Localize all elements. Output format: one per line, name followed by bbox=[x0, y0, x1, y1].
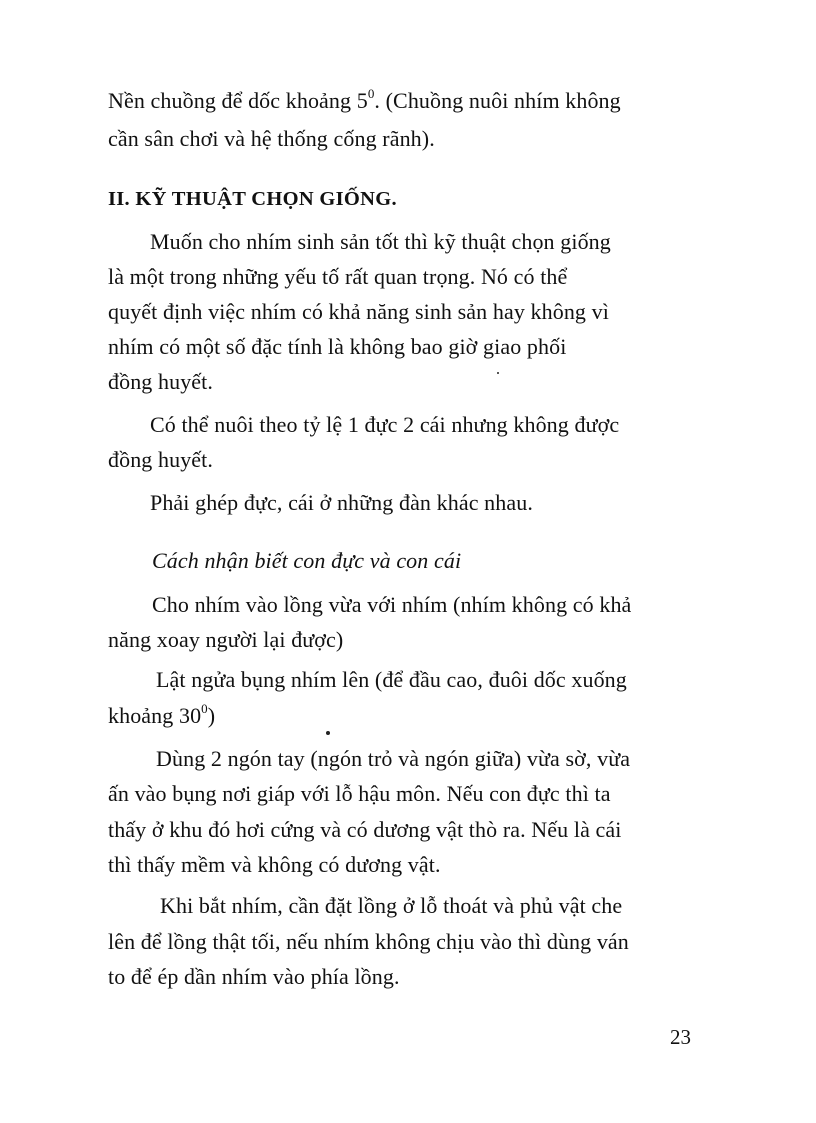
paragraph-line: to để ép dần nhím vào phía lồng. bbox=[108, 964, 400, 989]
paragraph-line: Dùng 2 ngón tay (ngón trỏ và ngón giữa) vừa sờ, vừa bbox=[156, 746, 631, 771]
degree-superscript: 0 bbox=[367, 86, 375, 101]
text-fragment: Nền chuồng để dốc khoảng 5 bbox=[108, 88, 368, 113]
degree-superscript: 0 bbox=[201, 701, 208, 716]
paragraph-line bbox=[108, 88, 680, 114]
paragraph-line: ấn vào bụng nơi giáp với lỗ hậu môn. Nếu con đực thì ta bbox=[108, 781, 611, 806]
paragraph-line: Muốn cho nhím sinh sản tốt thì kỹ thuật chọn giống bbox=[150, 229, 611, 254]
paragraph-line: cần sân chơi và hệ thống cống rãnh). bbox=[108, 126, 435, 151]
paragraph-line: năng xoay người lại được) bbox=[108, 627, 344, 652]
text-fragment: khoảng 30 bbox=[108, 703, 202, 728]
paragraph-line: thấy ở khu đó hơi cứng và có dương vật thò ra. Nếu là cái bbox=[108, 817, 622, 842]
paragraph-line: là một trong những yếu tố rất quan trọng. Nó có thể bbox=[108, 264, 568, 289]
text-fragment: . (Chuồng nuôi nhím không bbox=[374, 88, 621, 113]
scan-speck bbox=[497, 372, 499, 374]
paragraph-line: Lật ngửa bụng nhím lên (để đầu cao, đuôi dốc xuống bbox=[156, 667, 627, 692]
paragraph-line: Khi bắt nhím, cần đặt lồng ở lỗ thoát và phủ vật che bbox=[160, 893, 623, 918]
page-number: 23 bbox=[670, 1025, 691, 1049]
paragraph-line bbox=[108, 703, 215, 729]
paragraph-line: Cho nhím vào lồng vừa với nhím (nhím không có khả bbox=[152, 592, 632, 617]
section-heading: II. KỸ THUẬT CHỌN GIỐNG. bbox=[108, 188, 397, 210]
paragraph-line: thì thấy mềm và không có dương vật. bbox=[108, 852, 441, 877]
paragraph-line: Có thể nuôi theo tỷ lệ 1 đực 2 cái nhưng không được bbox=[150, 412, 620, 437]
paragraph-line: lên để lồng thật tối, nếu nhím không chịu vào thì dùng ván bbox=[108, 929, 629, 954]
scan-speck bbox=[326, 731, 330, 735]
paragraph-line: quyết định việc nhím có khả năng sinh sản hay không vì bbox=[108, 299, 609, 324]
paragraph-line: đồng huyết. bbox=[108, 447, 213, 472]
paragraph-line: đồng huyết. bbox=[108, 369, 213, 394]
paragraph-line: Phải ghép đực, cái ở những đàn khác nhau. bbox=[150, 490, 533, 515]
text-fragment: ) bbox=[207, 703, 216, 728]
subheading: Cách nhận biết con đực và con cái bbox=[152, 548, 462, 573]
paragraph-line: nhím có một số đặc tính là không bao giờ giao phối bbox=[108, 334, 567, 359]
